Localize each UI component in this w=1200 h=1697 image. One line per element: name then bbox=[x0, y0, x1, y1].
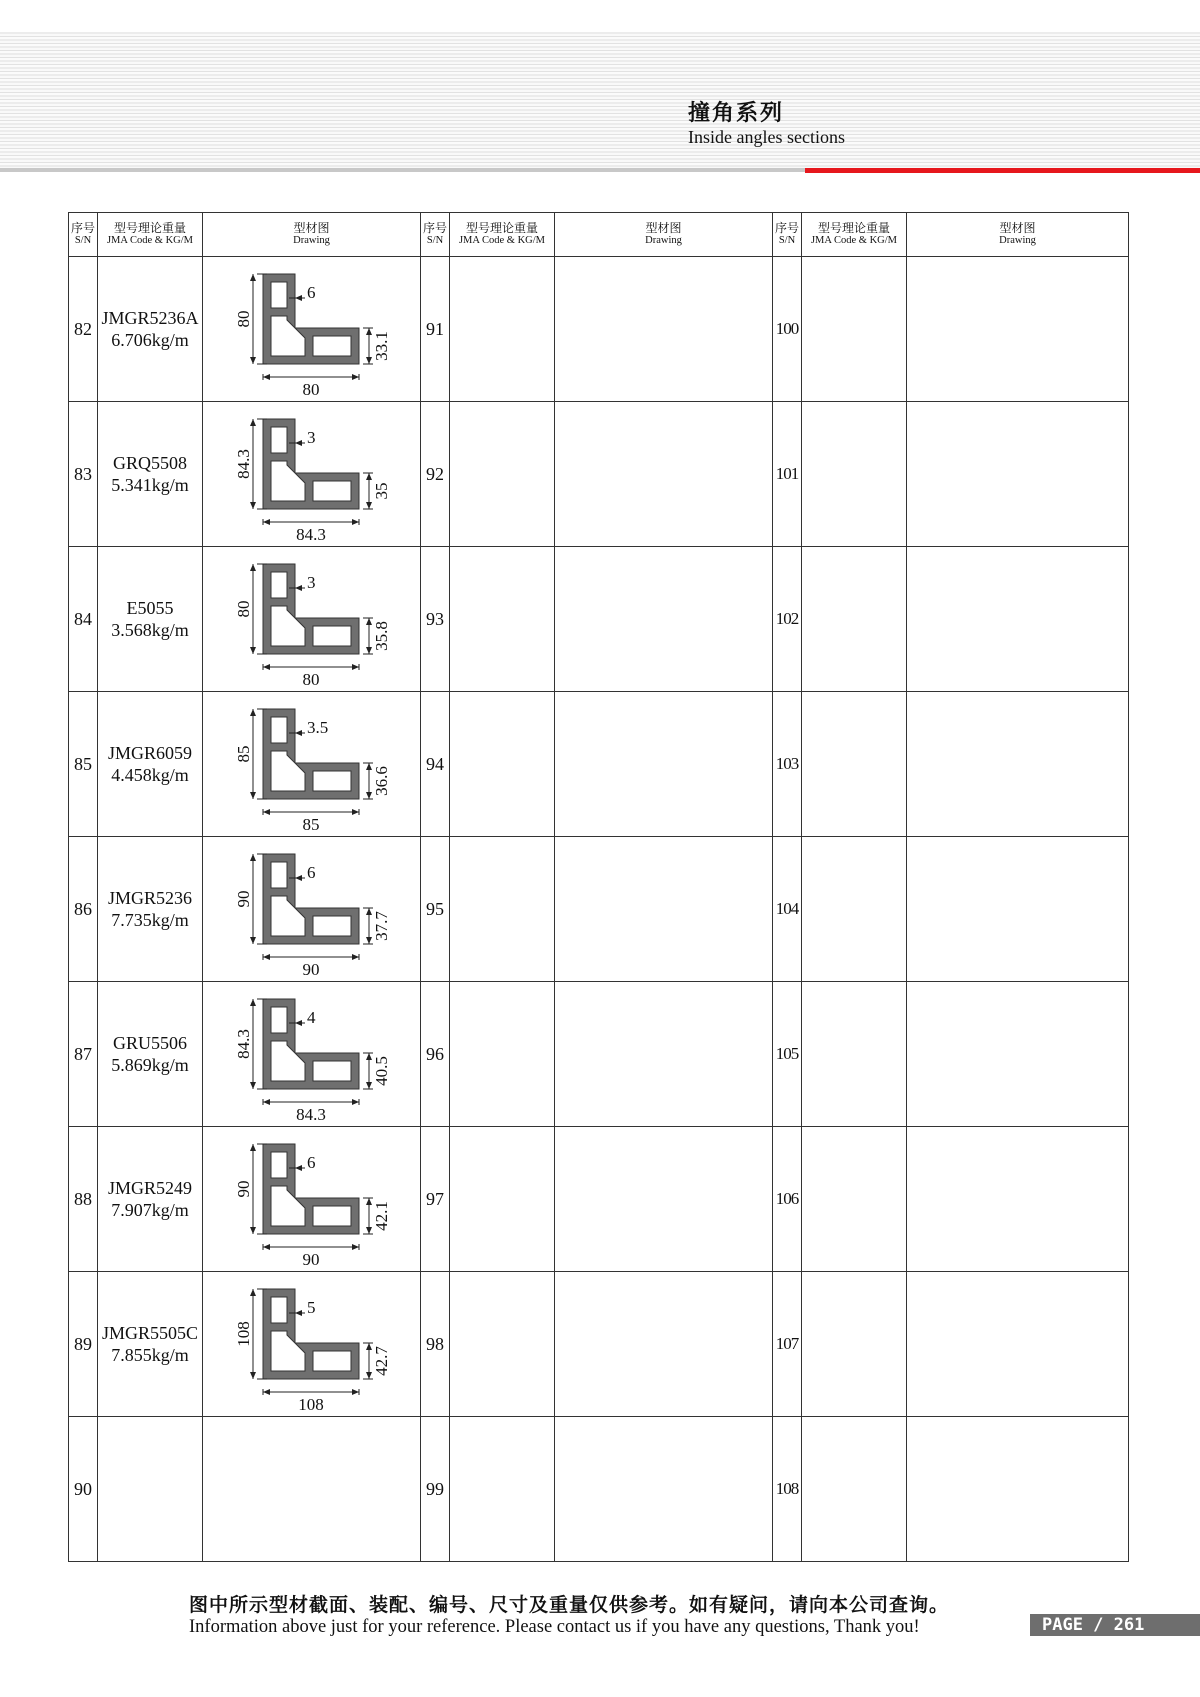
row-code-weight bbox=[450, 1127, 555, 1272]
height-dimension-label: 80 bbox=[233, 310, 253, 328]
profile-chamber-corner bbox=[271, 1041, 305, 1081]
row-drawing bbox=[907, 1127, 1129, 1272]
row-code-weight bbox=[98, 257, 203, 402]
width-arrow-right bbox=[352, 809, 359, 815]
profile-drawing bbox=[233, 556, 391, 689]
table-header-row bbox=[69, 213, 1129, 257]
row-sn: 96 bbox=[421, 982, 450, 1127]
wall-arrow bbox=[295, 585, 302, 591]
wall-dimension-label: 4 bbox=[306, 1007, 315, 1027]
profile-code: JMGR6059 bbox=[107, 743, 192, 763]
width-arrow-right bbox=[352, 519, 359, 525]
profile-chamber-leg bbox=[313, 481, 351, 501]
row-code-weight bbox=[802, 257, 907, 402]
row-sn: 103 bbox=[773, 692, 802, 837]
header-code: 型号理论重量 JMA Code & KG/M bbox=[802, 213, 907, 257]
profile-drawing bbox=[233, 991, 391, 1124]
width-arrow-left bbox=[263, 1389, 270, 1395]
height-arrow-top bbox=[250, 709, 256, 716]
row-drawing bbox=[203, 547, 421, 692]
leg-dimension-label: 40.5 bbox=[371, 1056, 391, 1086]
profile-code: GRQ5508 bbox=[112, 453, 187, 473]
profile-weight: 5.341kg/m bbox=[111, 475, 189, 495]
width-arrow-right bbox=[352, 954, 359, 960]
leg-dimension-label: 35.8 bbox=[371, 621, 391, 651]
row-drawing bbox=[203, 402, 421, 547]
row-code-weight bbox=[802, 1417, 907, 1562]
leg-dimension-label: 35 bbox=[371, 482, 391, 500]
row-code-weight bbox=[450, 1272, 555, 1417]
height-arrow-bottom bbox=[250, 1082, 256, 1089]
row-drawing bbox=[907, 1272, 1129, 1417]
profile-chamber-leg bbox=[313, 336, 351, 356]
profile-chamber-upper bbox=[271, 572, 287, 598]
table-row bbox=[69, 547, 1129, 692]
page-title-cn: 撞角系列 bbox=[688, 101, 785, 126]
wall-arrow bbox=[295, 440, 302, 446]
row-code-weight bbox=[802, 1127, 907, 1272]
width-arrow-left bbox=[263, 1244, 270, 1250]
profile-chamber-leg bbox=[313, 626, 351, 646]
row-sn: 101 bbox=[773, 402, 802, 547]
row-sn: 87 bbox=[69, 982, 98, 1127]
row-drawing bbox=[555, 547, 773, 692]
row-code-weight bbox=[802, 692, 907, 837]
leg-dimension-label: 33.1 bbox=[371, 331, 391, 361]
row-sn: 108 bbox=[773, 1417, 802, 1562]
width-dimension-label: 108 bbox=[297, 1394, 324, 1414]
profile-chamber-upper bbox=[271, 1007, 287, 1033]
profile-code: JMGR5249 bbox=[107, 1178, 192, 1198]
row-drawing bbox=[907, 982, 1129, 1127]
wall-dimension-label: 3 bbox=[306, 572, 315, 592]
row-code-weight bbox=[98, 402, 203, 547]
height-arrow-top bbox=[250, 274, 256, 281]
height-dimension-label: 84.3 bbox=[233, 1029, 253, 1059]
row-sn: 91 bbox=[421, 257, 450, 402]
row-drawing bbox=[555, 257, 773, 402]
profile-table bbox=[68, 212, 1129, 1562]
row-sn: 98 bbox=[421, 1272, 450, 1417]
row-code-weight bbox=[450, 547, 555, 692]
wall-arrow bbox=[295, 295, 302, 301]
leg-arrow-top bbox=[366, 473, 372, 480]
row-drawing bbox=[907, 692, 1129, 837]
row-sn: 90 bbox=[69, 1417, 98, 1562]
wall-arrow bbox=[295, 1310, 302, 1316]
height-arrow-bottom bbox=[250, 1372, 256, 1379]
height-dimension-label: 90 bbox=[233, 890, 253, 908]
profile-weight: 7.907kg/m bbox=[111, 1200, 189, 1220]
profile-chamber-corner bbox=[271, 1331, 305, 1371]
width-arrow-left bbox=[263, 519, 270, 525]
profile-chamber-corner bbox=[271, 316, 305, 356]
profile-drawing bbox=[233, 411, 391, 544]
profile-code: E5055 bbox=[126, 598, 174, 618]
profile-code: GRU5506 bbox=[112, 1033, 187, 1053]
header-code: 型号理论重量 JMA Code & KG/M bbox=[98, 213, 203, 257]
width-dimension-label: 90 bbox=[302, 1249, 319, 1269]
width-arrow-right bbox=[352, 1244, 359, 1250]
profile-chamber-leg bbox=[313, 1206, 351, 1226]
leg-dimension-label: 42.7 bbox=[371, 1346, 391, 1376]
row-drawing bbox=[203, 1272, 421, 1417]
height-arrow-top bbox=[250, 419, 256, 426]
profile-code: JMGR5236A bbox=[101, 308, 199, 328]
header-code: 型号理论重量 JMA Code & KG/M bbox=[450, 213, 555, 257]
profile-chamber-corner bbox=[271, 896, 305, 936]
wall-arrow bbox=[295, 875, 302, 881]
wall-arrow bbox=[295, 1020, 302, 1026]
row-sn: 94 bbox=[421, 692, 450, 837]
leg-dimension-label: 37.7 bbox=[371, 911, 391, 941]
row-drawing bbox=[555, 692, 773, 837]
table-row bbox=[69, 837, 1129, 982]
profile-chamber-upper bbox=[271, 717, 287, 743]
profile-chamber-upper bbox=[271, 282, 287, 308]
row-code-weight bbox=[98, 837, 203, 982]
row-code-weight bbox=[802, 1272, 907, 1417]
row-drawing bbox=[203, 692, 421, 837]
header-sn: 序号 S/N bbox=[69, 213, 98, 257]
profile-chamber-corner bbox=[271, 606, 305, 646]
row-sn: 106 bbox=[773, 1127, 802, 1272]
profile-chamber-corner bbox=[271, 1186, 305, 1226]
width-dimension-label: 80 bbox=[302, 669, 319, 689]
header-drawing: 型材图 Drawing bbox=[203, 213, 421, 257]
profile-code: JMGR5236 bbox=[107, 888, 192, 908]
page-title-en: Inside angles sections bbox=[688, 127, 845, 147]
row-drawing bbox=[203, 837, 421, 982]
row-drawing bbox=[555, 982, 773, 1127]
table-row bbox=[69, 257, 1129, 402]
profile-chamber-leg bbox=[313, 1351, 351, 1371]
row-sn: 95 bbox=[421, 837, 450, 982]
row-drawing bbox=[555, 837, 773, 982]
row-drawing bbox=[907, 1417, 1129, 1562]
wall-dimension-label: 6 bbox=[306, 862, 315, 882]
footer-note-cn: 图中所示型材截面、装配、编号、尺寸及重量仅供参考。如有疑问，请向本公司查询。 bbox=[189, 1594, 950, 1616]
row-drawing bbox=[555, 1417, 773, 1562]
header-drawing: 型材图 Drawing bbox=[907, 213, 1129, 257]
width-dimension-label: 84.3 bbox=[295, 524, 326, 544]
row-code-weight bbox=[98, 1127, 203, 1272]
height-arrow-top bbox=[250, 999, 256, 1006]
width-arrow-right bbox=[352, 1389, 359, 1395]
wall-dimension-label: 5 bbox=[306, 1297, 315, 1317]
row-code-weight bbox=[98, 982, 203, 1127]
width-arrow-left bbox=[263, 954, 270, 960]
page-number-badge: PAGE / 261 bbox=[1030, 1614, 1200, 1636]
wall-arrow bbox=[295, 1165, 302, 1171]
row-sn: 97 bbox=[421, 1127, 450, 1272]
row-sn: 105 bbox=[773, 982, 802, 1127]
row-sn: 88 bbox=[69, 1127, 98, 1272]
row-sn: 92 bbox=[421, 402, 450, 547]
width-arrow-left bbox=[263, 1099, 270, 1105]
profile-chamber-upper bbox=[271, 862, 287, 888]
row-code-weight bbox=[98, 692, 203, 837]
height-arrow-bottom bbox=[250, 647, 256, 654]
width-dimension-label: 85 bbox=[302, 814, 319, 834]
header-sn: 序号 S/N bbox=[421, 213, 450, 257]
row-code-weight bbox=[98, 1417, 203, 1562]
height-dimension-label: 85 bbox=[233, 745, 253, 763]
row-drawing bbox=[907, 257, 1129, 402]
row-drawing bbox=[555, 1272, 773, 1417]
row-drawing bbox=[555, 402, 773, 547]
width-arrow-right bbox=[352, 664, 359, 670]
profile-code: JMGR5505C bbox=[101, 1323, 199, 1343]
table-row bbox=[69, 1127, 1129, 1272]
table-row bbox=[69, 982, 1129, 1127]
row-drawing bbox=[907, 402, 1129, 547]
height-arrow-bottom bbox=[250, 1227, 256, 1234]
row-sn: 86 bbox=[69, 837, 98, 982]
header-drawing: 型材图 Drawing bbox=[555, 213, 773, 257]
profile-drawing bbox=[233, 266, 391, 399]
header-sn: 序号 S/N bbox=[773, 213, 802, 257]
row-drawing bbox=[203, 982, 421, 1127]
height-dimension-label: 84.3 bbox=[233, 449, 253, 479]
wall-dimension-label: 6 bbox=[306, 282, 315, 302]
width-arrow-left bbox=[263, 809, 270, 815]
profile-drawing bbox=[233, 1136, 391, 1269]
profile-weight: 3.568kg/m bbox=[111, 620, 189, 640]
height-arrow-top bbox=[250, 854, 256, 861]
width-arrow-left bbox=[263, 664, 270, 670]
wall-dimension-label: 6 bbox=[306, 1152, 315, 1172]
width-dimension-label: 84.3 bbox=[295, 1104, 326, 1124]
row-drawing bbox=[203, 257, 421, 402]
height-dimension-label: 80 bbox=[233, 600, 253, 618]
profile-chamber-leg bbox=[313, 916, 351, 936]
footer-note-en: Information above just for your reference. Please contact us if you have any questions, Thank you! bbox=[189, 1617, 920, 1637]
row-code-weight bbox=[802, 547, 907, 692]
profile-drawing bbox=[233, 846, 391, 979]
row-sn: 102 bbox=[773, 547, 802, 692]
width-dimension-label: 80 bbox=[302, 379, 319, 399]
profile-chamber-corner bbox=[271, 461, 305, 501]
row-code-weight bbox=[802, 402, 907, 547]
height-arrow-bottom bbox=[250, 792, 256, 799]
leg-dimension-label: 42.1 bbox=[371, 1201, 391, 1231]
profile-chamber-upper bbox=[271, 1152, 287, 1178]
row-sn: 99 bbox=[421, 1417, 450, 1562]
table-row bbox=[69, 1272, 1129, 1417]
row-sn: 84 bbox=[69, 547, 98, 692]
header-rule bbox=[0, 168, 805, 172]
height-dimension-label: 108 bbox=[233, 1321, 253, 1347]
wall-dimension-label: 3 bbox=[306, 427, 315, 447]
row-code-weight bbox=[802, 982, 907, 1127]
table-row bbox=[69, 692, 1129, 837]
header-banner bbox=[0, 32, 1200, 172]
profile-chamber-upper bbox=[271, 427, 287, 453]
width-arrow-right bbox=[352, 1099, 359, 1105]
leg-arrow-bottom bbox=[366, 502, 372, 509]
height-arrow-bottom bbox=[250, 937, 256, 944]
profile-weight: 7.855kg/m bbox=[111, 1345, 189, 1365]
row-sn: 100 bbox=[773, 257, 802, 402]
row-sn: 104 bbox=[773, 837, 802, 982]
row-code-weight bbox=[450, 982, 555, 1127]
profile-chamber-corner bbox=[271, 751, 305, 791]
height-arrow-bottom bbox=[250, 502, 256, 509]
table-row bbox=[69, 402, 1129, 547]
height-arrow-top bbox=[250, 1144, 256, 1151]
row-sn: 93 bbox=[421, 547, 450, 692]
row-code-weight bbox=[450, 402, 555, 547]
width-arrow-left bbox=[263, 374, 270, 380]
table-row bbox=[69, 1417, 1129, 1562]
profile-drawing bbox=[233, 1281, 391, 1414]
width-arrow-right bbox=[352, 374, 359, 380]
profile-drawing bbox=[233, 701, 391, 834]
row-drawing bbox=[907, 837, 1129, 982]
height-arrow-bottom bbox=[250, 357, 256, 364]
width-dimension-label: 90 bbox=[302, 959, 319, 979]
row-drawing bbox=[555, 1127, 773, 1272]
row-drawing bbox=[203, 1417, 421, 1562]
row-drawing bbox=[907, 547, 1129, 692]
row-code-weight bbox=[450, 257, 555, 402]
profile-weight: 4.458kg/m bbox=[111, 765, 189, 785]
row-code-weight bbox=[450, 837, 555, 982]
profile-weight: 6.706kg/m bbox=[111, 330, 189, 350]
profile-chamber-leg bbox=[313, 1061, 351, 1081]
wall-dimension-label: 3.5 bbox=[306, 717, 328, 737]
height-dimension-label: 90 bbox=[233, 1180, 253, 1198]
row-sn: 85 bbox=[69, 692, 98, 837]
row-sn: 83 bbox=[69, 402, 98, 547]
row-code-weight bbox=[450, 1417, 555, 1562]
row-code-weight bbox=[802, 837, 907, 982]
profile-weight: 5.869kg/m bbox=[111, 1055, 189, 1075]
row-code-weight bbox=[98, 547, 203, 692]
row-sn: 89 bbox=[69, 1272, 98, 1417]
leg-dimension-label: 36.6 bbox=[371, 766, 391, 796]
row-code-weight bbox=[450, 692, 555, 837]
height-arrow-top bbox=[250, 564, 256, 571]
profile-chamber-upper bbox=[271, 1297, 287, 1323]
profile-weight: 7.735kg/m bbox=[111, 910, 189, 930]
row-drawing bbox=[203, 1127, 421, 1272]
row-code-weight bbox=[98, 1272, 203, 1417]
profile-chamber-leg bbox=[313, 771, 351, 791]
wall-arrow bbox=[295, 730, 302, 736]
height-arrow-top bbox=[250, 1289, 256, 1296]
row-sn: 82 bbox=[69, 257, 98, 402]
row-sn: 107 bbox=[773, 1272, 802, 1417]
header-accent-rule bbox=[805, 168, 1200, 173]
